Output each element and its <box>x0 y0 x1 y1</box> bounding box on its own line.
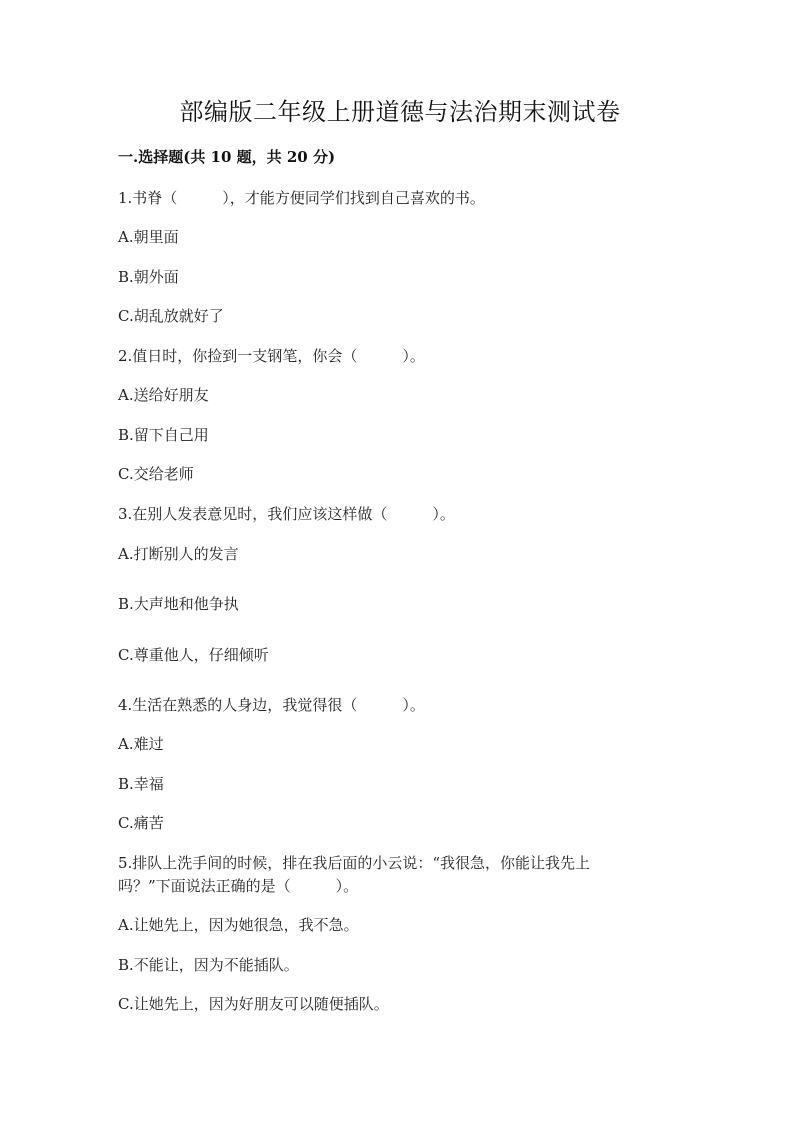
question-1-option-c: C.胡乱放就好了 <box>118 307 224 325</box>
question-1-option-b: B.朝外面 <box>118 268 179 286</box>
question-2-option-c: C.交给老师 <box>118 465 194 483</box>
question-4-stem: 4.生活在熟悉的人身边，我觉得很（ ）。 <box>118 696 425 714</box>
question-4-option-b: B.幸福 <box>118 775 164 793</box>
question-1-option-a: A.朝里面 <box>118 228 179 246</box>
question-2-option-b: B.留下自己用 <box>118 426 209 444</box>
question-3-option-b: B.大声地和他争执 <box>118 595 239 613</box>
question-5-stem-line-2: 吗？”下面说法正确的是（ ）。 <box>118 877 359 895</box>
question-5-option-a: A.让她先上，因为她很急，我不急。 <box>118 916 359 934</box>
question-2-option-a: A.送给好朋友 <box>118 386 209 404</box>
question-4-option-c: C.痛苦 <box>118 814 164 832</box>
question-5-option-b: B.不能让，因为不能插队。 <box>118 956 299 974</box>
question-5-option-c: C.让她先上，因为好朋友可以随便插队。 <box>118 995 389 1013</box>
question-5-stem-line-1: 5.排队上洗手间的时候，排在我后面的小云说：“我很急，你能让我先上 <box>118 854 590 872</box>
question-2-stem: 2.值日时，你捡到一支钢笔，你会（ ）。 <box>118 347 425 365</box>
page-title: 部编版二年级上册道德与法治期末测试卷 <box>179 98 621 126</box>
section-heading: 一.选择题(共 10 题，共 20 分) <box>118 148 336 166</box>
question-3-stem: 3.在别人发表意见时，我们应该这样做（ ）。 <box>118 505 455 523</box>
question-3-option-a: A.打断别人的发言 <box>118 545 239 563</box>
question-4-option-a: A.难过 <box>118 735 164 753</box>
question-1-stem: 1.书脊（ ），才能方便同学们找到自己喜欢的书。 <box>118 189 485 207</box>
question-3-option-c: C.尊重他人，仔细倾听 <box>118 646 269 664</box>
